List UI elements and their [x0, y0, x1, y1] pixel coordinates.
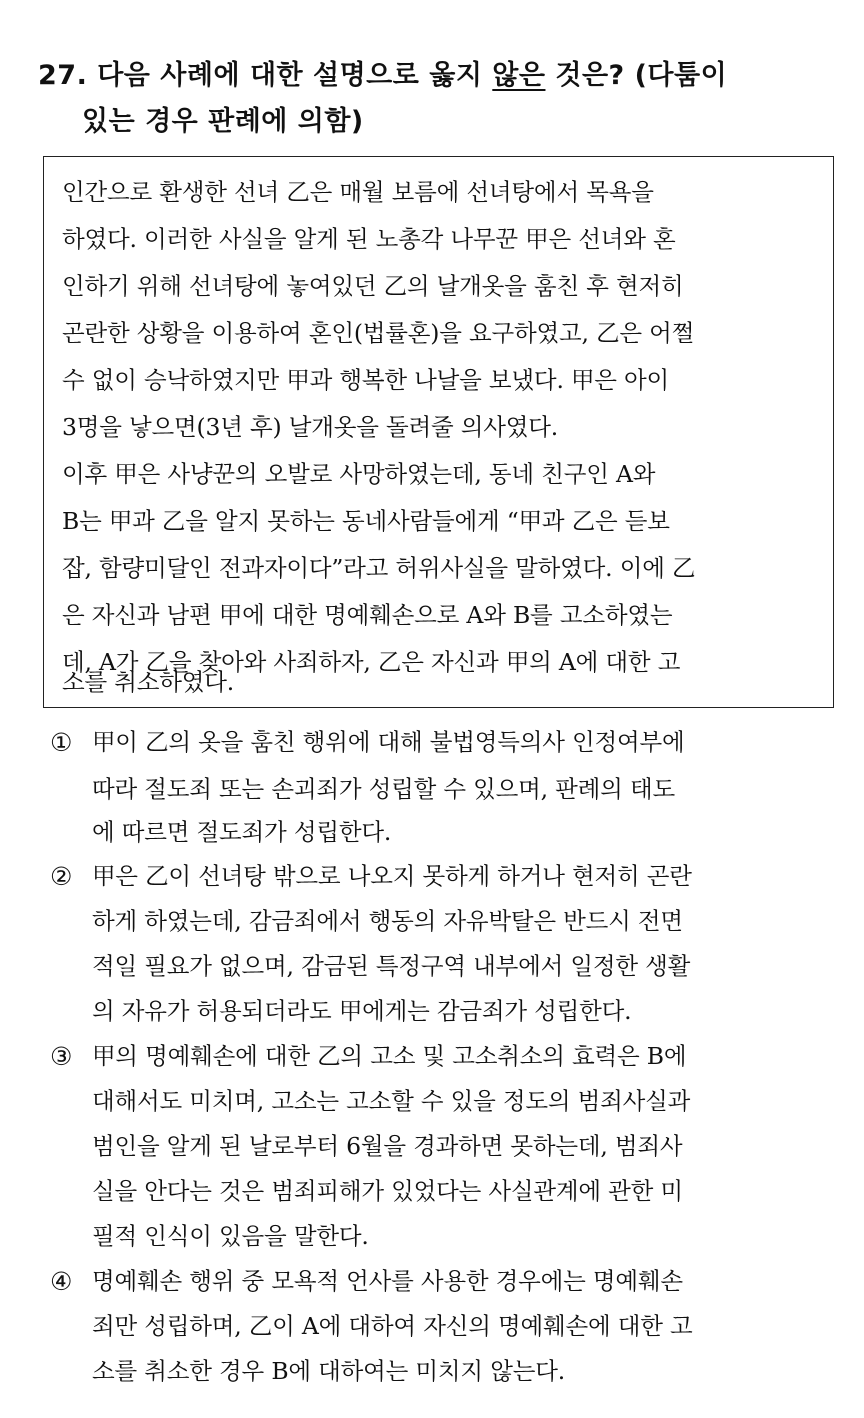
question-title-line-1 — [38, 58, 727, 94]
option-1-line: 甲이 乙의 옷을 훔친 행위에 대해 불법영득의사 인정여부에 — [92, 728, 685, 756]
question-prefix: 27. 다음 사례에 대한 설명으로 옳지 — [38, 60, 493, 91]
case-line: 소를 취소하였다. — [62, 668, 235, 696]
case-line: 하였다. 이러한 사실을 알게 된 노총각 나무꾼 甲은 선녀와 혼 — [62, 225, 676, 253]
question-title-line-2: 있는 경우 판례에 의함) — [82, 106, 364, 137]
case-line: 은 자신과 남편 甲에 대한 명예훼손으로 A와 B를 고소하였는 — [62, 601, 673, 629]
option-4-number: ④ — [50, 1267, 73, 1296]
case-line: 이후 甲은 사냥꾼의 오발로 사망하였는데, 동네 친구인 A와 — [62, 460, 656, 488]
option-2-number: ② — [50, 862, 73, 891]
option-2-line: 의 자유가 허용되더라도 甲에게는 감금죄가 성립한다. — [92, 997, 632, 1025]
option-2-line: 적일 필요가 없으며, 감금된 특정구역 내부에서 일정한 생활 — [92, 952, 691, 980]
question-underlined-word: 않은 — [492, 60, 546, 91]
case-line: 곤란한 상황을 이용하여 혼인(법률혼)을 요구하였고, 乙은 어쩔 — [62, 319, 695, 347]
case-line: 데, A가 乙을 찾아와 사죄하자, 乙은 자신과 甲의 A에 대한 고 — [62, 648, 681, 676]
case-line: B는 甲과 乙을 알지 못하는 동네사람들에게 “甲과 乙은 듣보 — [62, 507, 670, 535]
option-4-line: 죄만 성립하며, 乙이 A에 대하여 자신의 명예훼손에 대한 고 — [92, 1312, 693, 1340]
case-line: 3명을 낳으면(3년 후) 날개옷을 돌려줄 의사였다. — [62, 413, 559, 441]
option-2-line: 하게 하였는데, 감금죄에서 행동의 자유박탈은 반드시 전면 — [92, 907, 683, 935]
option-3-line: 甲의 명예훼손에 대한 乙의 고소 및 고소취소의 효력은 B에 — [92, 1042, 687, 1070]
option-1-line: 따라 절도죄 또는 손괴죄가 성립할 수 있으며, 판례의 태도 — [92, 775, 675, 803]
option-3-line: 대해서도 미치며, 고소는 고소할 수 있을 정도의 범죄사실과 — [92, 1087, 691, 1115]
option-3-line: 범인을 알게 된 날로부터 6월을 경과하면 못하는데, 범죄사 — [92, 1132, 683, 1160]
case-line: 인하기 위해 선녀탕에 놓여있던 乙의 날개옷을 훔친 후 현저히 — [62, 272, 684, 300]
option-1-line: 에 따르면 절도죄가 성립한다. — [92, 818, 392, 846]
case-line: 잡, 함량미달인 전과자이다”라고 허위사실을 말하였다. 이에 乙 — [62, 554, 696, 582]
case-line: 인간으로 환생한 선녀 乙은 매월 보름에 선녀탕에서 목욕을 — [62, 178, 654, 206]
case-line: 수 없이 승낙하였지만 甲과 행복한 나날을 보냈다. 甲은 아이 — [62, 366, 670, 394]
option-3-number: ③ — [50, 1042, 73, 1071]
question-suffix: 것은? (다툼이 — [545, 60, 728, 91]
option-4-line: 소를 취소한 경우 B에 대하여는 미치지 않는다. — [92, 1357, 565, 1385]
option-3-line: 필적 인식이 있음을 말한다. — [92, 1222, 369, 1250]
option-1-number: ① — [50, 728, 73, 757]
option-3-line: 실을 안다는 것은 범죄피해가 있었다는 사실관계에 관한 미 — [92, 1177, 683, 1205]
option-2-line: 甲은 乙이 선녀탕 밖으로 나오지 못하게 하거나 현저히 곤란 — [92, 862, 692, 890]
option-4-line: 명예훼손 행위 중 모욕적 언사를 사용한 경우에는 명예훼손 — [92, 1267, 683, 1295]
